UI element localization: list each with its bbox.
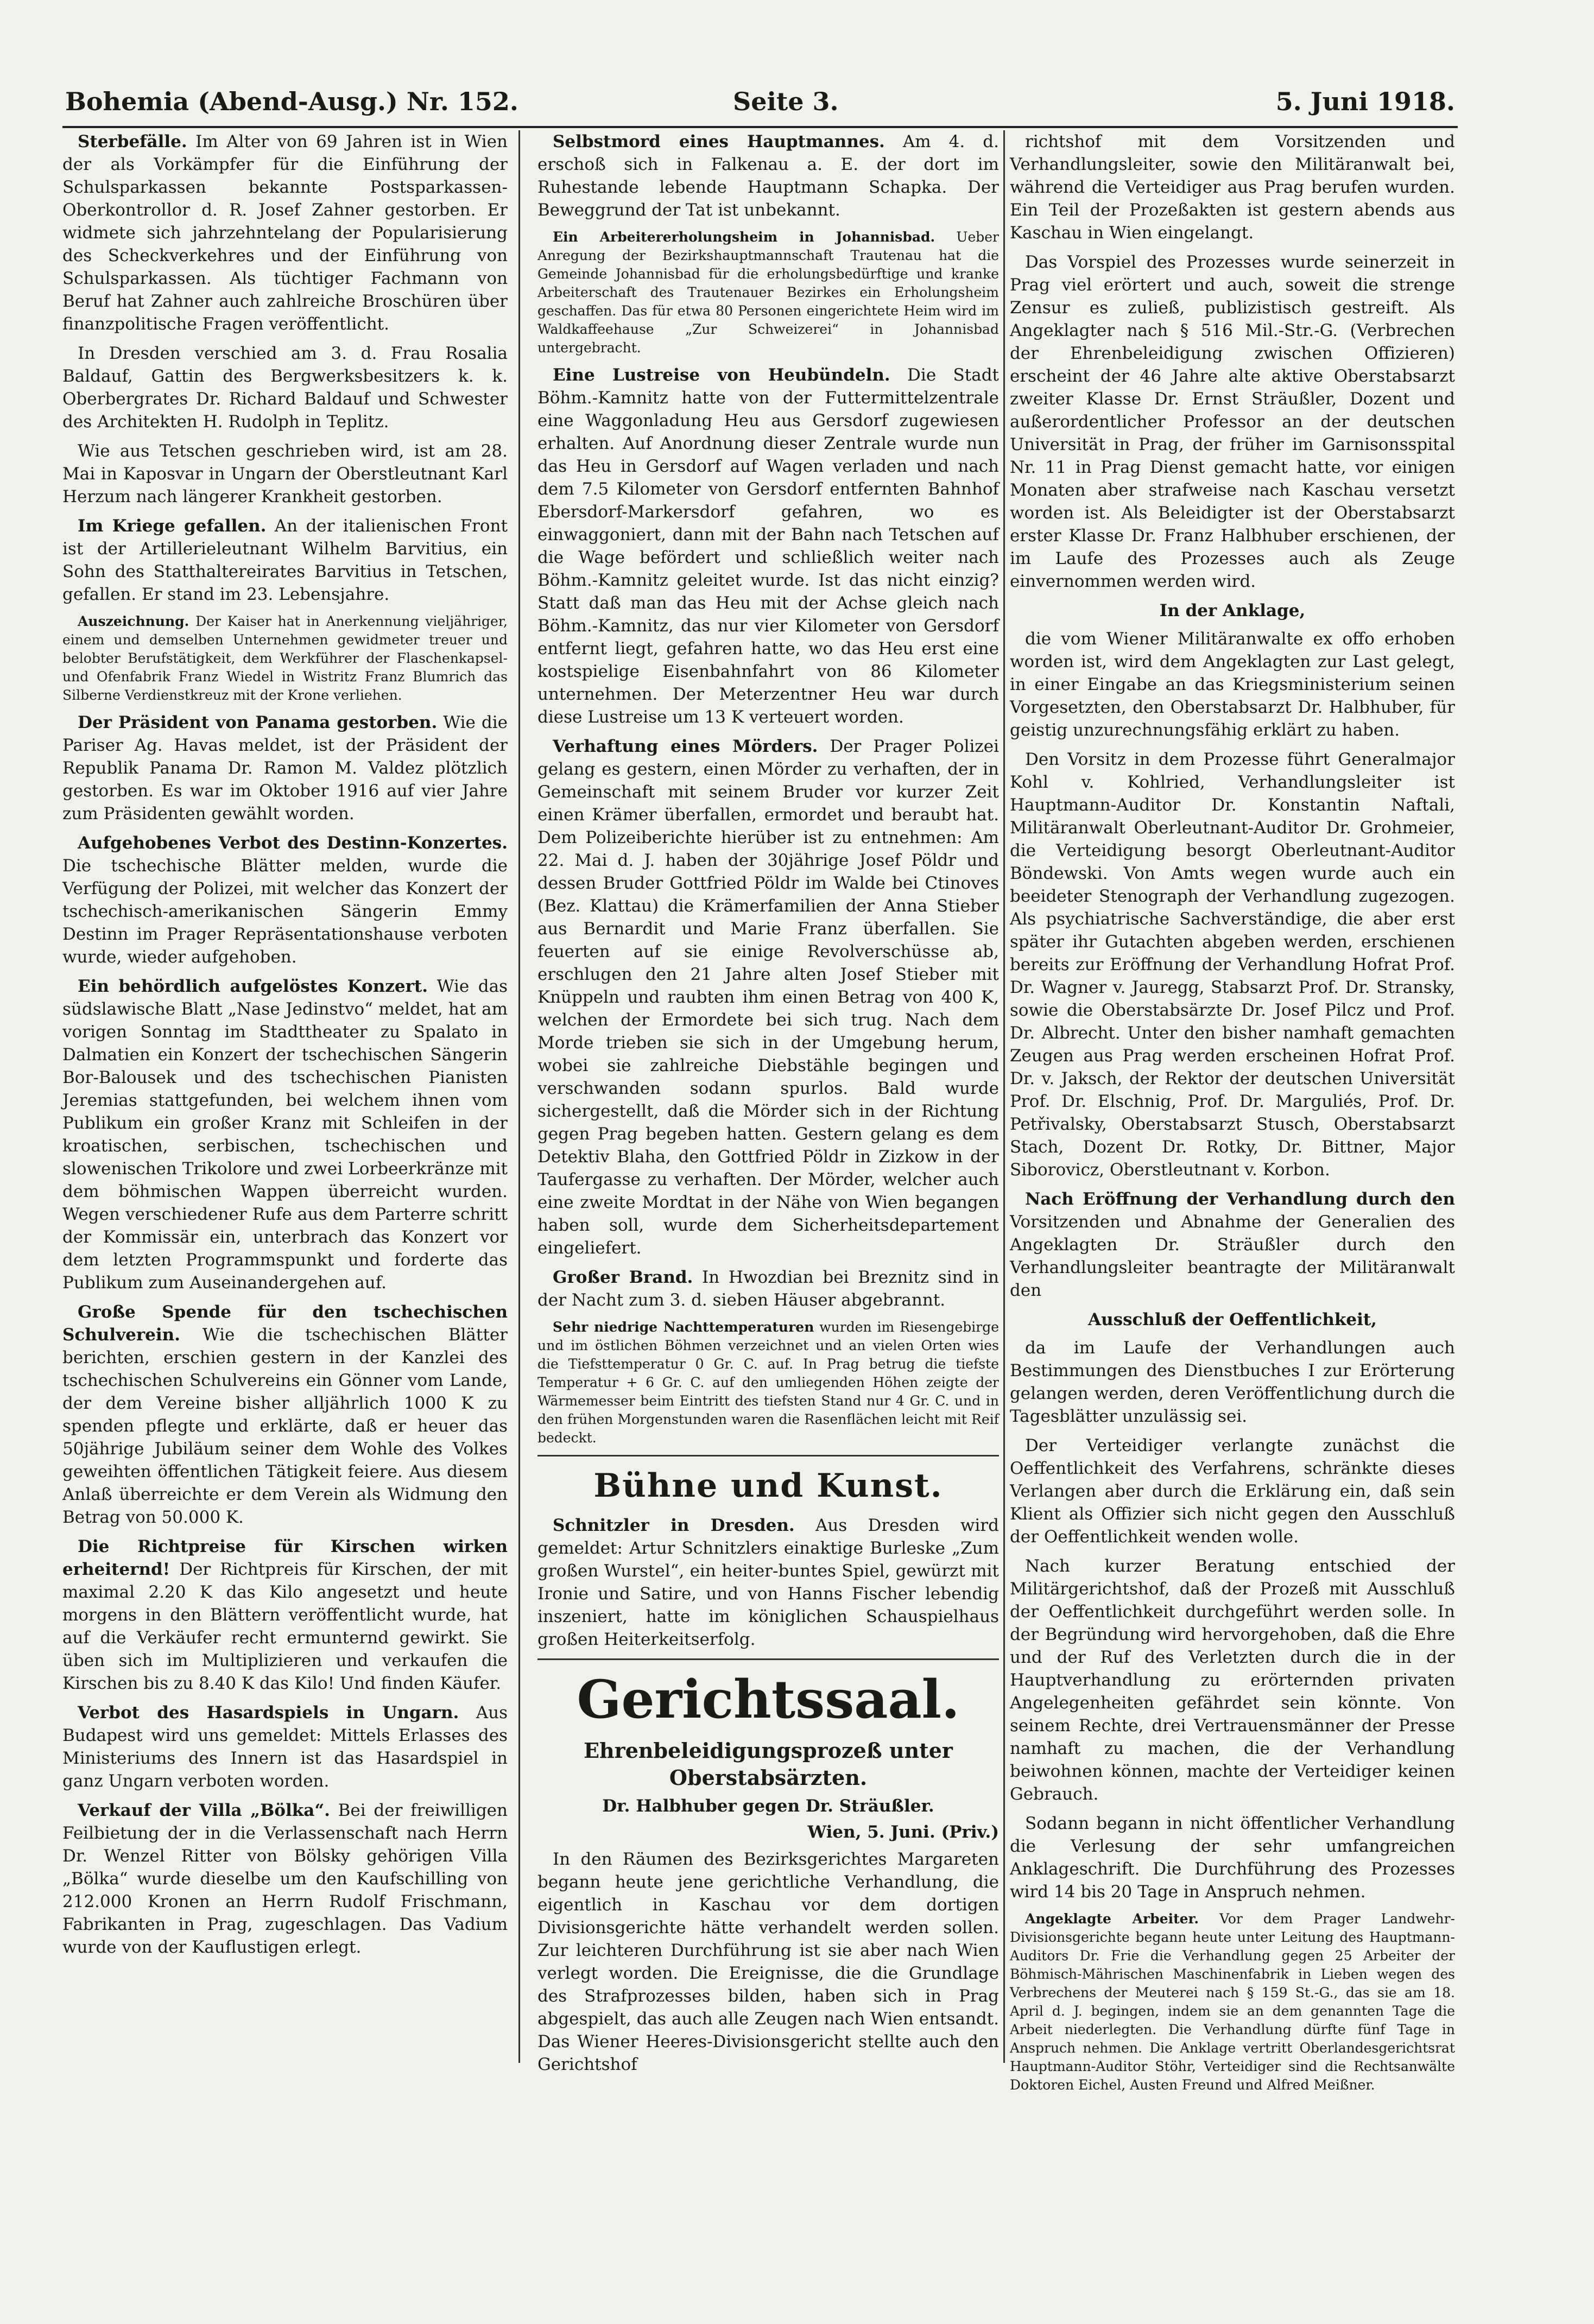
article <box>1010 251 1455 593</box>
article-headline: Die Richtpreise für Kirschen wirken erheiternd! <box>62 1537 508 1579</box>
article-text: Vorsitzenden und Abnahme der Generalien des Angeklagten Dr. Sträußler durch den Verhandlungsleiter beantragte der Militäranwalt den <box>1010 1212 1455 1300</box>
article <box>62 711 508 825</box>
article <box>1010 1337 1455 1428</box>
article-text: Der Kaiser hat in Anerkennung vieljähriger, einem und demselben Unternehmen gewidmeter treuer und belobter Berufstätigkeit, dem Werkführer der Flaschenkapsel- und Ofenfabrik Franz Wiedel in Wistritz Franz Blumrich das Silberne Verdienstkreuz mit der Krone verliehen. <box>62 613 508 703</box>
column-3-articles-a <box>1010 130 1455 593</box>
article <box>62 130 508 335</box>
article-text: Bei der freiwilligen Feilbietung der in die Verlassenschaft nach Herrn Dr. Wenzel Ritter von Bölsky gehörigen Villa „Bölka“ wurde dieselbe um den Kaufschilling von 212.000 Kronen an Herrn Rudolf Frischmann, Fabrikanten in Prag, zugeschlagen. Das Vadium wurde von der Kauflustigen erlegt. <box>62 1801 508 1957</box>
article-text: An der italienischen Front ist der Artillerieleutnant Wilhelm Barvitius, ein Sohn des Statthaltereirates Barvitius in Tetschen, gefallen. Er stand im 23. Lebensjahre. <box>62 516 508 604</box>
issue-date: 5. Juni 1918. <box>1275 87 1455 116</box>
article-text: Im Alter von 69 Jahren ist in Wien der als Vorkämpfer für die Einführung der Schulsparkassen bekannte Postsparkassen-Oberkontrollor d. R. Josef Zahner gestorben. Er widmete sich jahrzehntelang der Popularisierung des Scheckverkehres und der Einführung von Schulsparkassen. Als tüchtiger Fachmann von Beruf hat Zahner auch zahlreiche Broschüren über finanzpolitische Fragen veröffentlicht. <box>62 132 508 334</box>
article-headline: Ein Arbeitererholungsheim in Johannisbad. <box>553 229 935 245</box>
article-text: Wie die tschechischen Blätter berichten, erschien gestern in der Kanzlei des tschechischen Schulvereins ein Gönner vom Lande, der dem Vereine bisher alljährlich 1000 K zu spenden pflegte und erklärte, daß er heuer das 50jährige Jubiläum seiner dem Wohle des Volkes geweihten öffentlichen Tätigkeit feiere. Aus diesem Anlaß überreichte er dem Verein als Widmung den Betrag von 50.000 K. <box>62 1325 508 1527</box>
article-text: Das Vorspiel des Prozesses wurde seinerzeit in Prag viel erörtert und auch, soweit die strenge Zensur es zuließ, publizistisch gestreift. Als Angeklagter nach § 516 Mil.-Str.-G. (Verbrechen der Ehrenbeleidigung zwischen Offizieren) erscheint der 46 Jahre alte aktive Oberstabsarzt zweiter Klasse Dr. Ernst Sträußler, Dozent und außerordentlicher Professor an der deutschen Universität in Prag, der früher im Garnisonsspital Nr. 11 in Prag Dienst gemacht hatte, vor einigen Monaten aber strafweise nach Kaschau versetzt worden ist. Als Beleidigter ist der Oberstabsarzt erster Klasse Dr. Franz Halbhuber erschienen, der im Laufe des Prozesses auch als Zeuge einvernommen werden wird. <box>1010 252 1455 591</box>
article <box>62 1799 508 1959</box>
article-text: da im Laufe der Verhandlungen auch Bestimmungen des Dienstbuches I zur Erörterung gelangen werden, deren Veröffentlichung durch die Tagesblätter unzulässig sei. <box>1010 1338 1455 1426</box>
article-text: Der Prager Polizei gelang es gestern, einen Mörder zu verhaften, der in Gemeinschaft mit seinem Bruder vor kurzer Zeit einen Krämer überfallen, ermordet und beraubt hat. Dem Polizeiberichte hierüber ist zu entnehmen: Am 22. Mai d. J. haben der 30jährige Josef Pöldr und dessen Bruder Gottfried Pöldr im Walde bei Ctinoves (Bez. Klattau) die Krämerfamilien der Anna Stieber aus Bernardit und Marie Franz überfallen. Sie feuerten auf sie einige Revolverschüsse ab, erschlugen den 21 Jahre alten Josef Stieber mit Knüppeln und raubten ihm einen Betrag von 400 K, welchen der Ermordete bei sich trug. Nach dem Morde trieben sie sich in der Umgebung herum, wobei sie zahlreiche Diebstähle begingen und verschwanden sodann spurlos. Bald wurde sichergestellt, daß die Mörder sich in der Richtung gegen Prag begeben hatten. Gestern gelang es dem Detektiv Blaha, den Gottfried Pöldr in Zizkow in der Taufergasse zu verhaften. Der Mörder, welcher auch eine zweite Mordtat in der Nähe von Wien begangen haben soll, wurde dem Sicherheitsdepartement eingeliefert. <box>537 737 999 1258</box>
article-text: Den Vorsitz in dem Prozesse führt Generalmajor Kohl v. Kohlried, Verhandlungsleiter ist Hauptmann-Auditor Dr. Konstantin Naftali, Militäranwalt Oberleutnant-Auditor Dr. Grohmeier, die Verteidigung besorgt Oberleutnant-Auditor Böndewski. Von Amts wegen wurde auch ein beeideter Stenograph der Verhandlung zugezogen. Als psychiatrische Sachverständige, die aber erst später ihr Gutachten abgeben werden, erschienen bereits zur Eröffnung der Verhandlung Hofrat Prof. Dr. Wagner v. Jauregg, Stabsarzt Prof. Dr. Stransky, sowie die Oberstabsärzte Dr. Josef Pilcz und Prof. Dr. Albrecht. Unter den bisher namhaft gemachten Zeugen aus Prag werden erscheinen Hofrat Prof. Dr. v. Jaksch, der Rektor der deutschen Universität Prof. Dr. Elschnig, Prof. Dr. Marguliés, Prof. Dr. Petřivalsky, Oberstabsarzt Stusch, Oberstabsarzt Stach, Dozent Dr. Rotky, Dr. Bittner, Major Siborovicz, Oberstleutnant v. Korbon. <box>1010 750 1455 1180</box>
article-text: Wie aus Tetschen geschrieben wird, ist am 28. Mai in Kaposvar in Ungarn der Oberstleutnant Karl Herzum nach längerer Krankheit gestorben. <box>62 441 508 506</box>
article-text: richtshof mit dem Vorsitzenden und Verhandlungsleiter, sowie den Militäranwalt bei, während die Verteidiger aus Prag berufen wurden. Ein Teil der Prozeßakten ist gestern abends aus Kaschau in Wien eingelangt. <box>1010 132 1455 243</box>
article-headline: Auszeichnung. <box>78 613 189 629</box>
article <box>62 1301 508 1529</box>
column-separator <box>518 130 520 2063</box>
court-byline: Dr. Halbhuber gegen Dr. Sträußler. <box>602 1796 934 1816</box>
section-title-gerichtssaal: Gerichtssaal. <box>577 1669 960 1730</box>
article <box>62 975 508 1294</box>
article-text: Aus Budapest wird uns gemeldet: Mittels Erlasses des Ministeriums des Innern ist das Hasardspiel in ganz Ungarn verboten worden. <box>62 1703 508 1791</box>
anklage-heading: In der Anklage, <box>1159 601 1306 620</box>
court-headline: Ehrenbeleidigungsprozeß unter Oberstabsärzten. <box>584 1738 953 1790</box>
article <box>1010 628 1455 742</box>
article-text: Am 4. d. erschoß sich in Falkenau a. E. der dort im Ruhestande lebende Hauptmann Schapka. Der Beweggrund der Tat ist unbekannt. <box>537 132 999 220</box>
article <box>62 342 508 433</box>
column-separator <box>1003 130 1005 2063</box>
section-divider <box>537 1658 999 1660</box>
article-headline: Nach Eröffnung der Verhandlung durch den <box>1025 1189 1455 1209</box>
column-1 <box>62 130 508 2014</box>
column-2-articles <box>537 130 999 1447</box>
article-headline: Verhaftung eines Mörders. <box>553 737 818 756</box>
article-headline: Ein behördlich aufgelöstes Konzert. <box>78 977 428 996</box>
column-3-articles-c <box>1010 1337 1455 2094</box>
article-text: wurden im Riesengebirge und im östlichen Böhmen verzeichnet und an vielen Orten wies die Tiefsttemperatur 0 Gr. C. auf. In Prag betrug die tiefste Temperatur + 6 Gr. C. auf den umliegenden Höhen zeigte der Wärmemesser beim Eintritt des tiefsten Stand nur 4 Gr. C. und in den frühen Morgenstunden waren die Rasenflächen leicht mit Reif bedeckt. <box>537 1319 1000 1446</box>
article <box>537 1318 999 1447</box>
article-text: die vom Wiener Militäranwalte ex offo erhoben worden ist, wird dem Angeklagten zur Last gelegt, in einer Eingabe an das Kriegsministerium seinen Vorgesetzten, den Oberstabsarzt Dr. Halbhuber, für geistig unzurechnungsfähig erklärt zu haben. <box>1010 629 1455 740</box>
article-headline: Angeklagte Arbeiter. <box>1025 1911 1199 1927</box>
article-text: In Dresden verschied am 3. d. Frau Rosalia Baldauf, Gattin des Bergwerksbesitzers k. k. Oberbergrates Dr. Richard Baldauf und Schwester des Architekten H. Rudolph in Teplitz. <box>62 344 508 432</box>
buehne-articles <box>537 1514 999 1651</box>
article-text: Wie das südslawische Blatt „Nase Jedinstvo“ meldet, hat am vorigen Sonntag im Stadttheater zu Spalato in Dalmatien ein Konzert der tschechischen Sängerin Bor-Balousek und des tschechischen Pianisten Jeremias stattgefunden, bei welchem ihnen vom Publikum ein großer Kranz mit Schleifen in der kroatischen, serbischen, tschechischen und slowenischen Trikolore und zwei Lorbeerkränze mit dem böhmischen Wappen überreicht wurden. Wegen verschiedener Rufe aus dem Parterre schritt der Kommissär ein, unterbrach das Konzert vor dem letzten Programmspunkt und forderte das Publikum zum Auseinandergehen auf. <box>62 977 508 1293</box>
article-text: Vor dem Prager Landwehr-Divisionsgerichte begann heute unter Leitung des Hauptmann-Auditors Dr. Frie die Verhandlung gegen 25 Arbeiter der Böhmisch-Mährischen Maschinenfabrik in Lieben wegen des Verbrechens der Meuterei nach § 159 St.-G., das sie am 18. April d. J. begingen, indem sie an dem genannten Tage die Arbeit niederlegten. Die Verhandlung dürfte fünf Tage in Anspruch nehmen. Die Anklage vertritt Oberlandesgerichtsrat Hauptmann-Auditor Stöhr, Verteidiger sind die Rechtsanwälte Doktoren Eichel, Austen Freund und Alfred Meißner. <box>1010 1911 1455 2093</box>
article-text: Die Stadt Böhm.-Kamnitz hatte von der Futtermittelzentrale eine Waggonladung Heu aus Gersdorf zugewiesen erhalten. Auf Anordnung dieser Zentrale wurde nun das Heu in Gersdorf auf Wagen verladen und nach dem 7.5 Kilometer von Gersdorf entfernten Bahnhof Ebersdorf-Markersdorf gefahren, wo es einwaggoniert, dann mit der Bahn nach Tetschen auf die Wage befördert und schließlich weiter nach Böhm.-Kamnitz geleitet wurde. Ist das nicht einzig? Statt daß man das Heu mit der Achse gleich nach Böhm.-Kamnitz, das nur vier Kilometer von Gersdorf entfernt liegt, gefahren hatte, wo das Heu erst eine kostspielige Eisenbahnfahrt von 86 Kilometer unternehmen. Der Meterzentner Heu war durch diese Lustreise um 13 K verteuert worden. <box>537 365 999 727</box>
article-text: In Hwozdian bei Breznitz sind in der Nacht zum 3. d. sieben Häuser abgebrannt. <box>537 1268 999 1310</box>
article <box>62 612 508 705</box>
article-headline: Sehr niedrige Nachttemperaturen <box>553 1319 814 1335</box>
article <box>1010 130 1455 244</box>
column-2 <box>537 130 1000 2074</box>
article-text: Der Richtpreis für Kirschen, der mit maximal 2.20 K das Kilo angesetzt und heute morgens in den Blättern veröffentlicht wurde, hat auf die Verkäufer recht ermunternd gewirkt. Sie üben sich im Multiplizieren und verkaufen die Kirschen bis zu 8.40 K das Kilo! Und finden Käufer. <box>62 1560 508 1693</box>
court-text: In den Räumen des Bezirksgerichtes Margareten begann heute jene gerichtliche Verhandlung, die eigentlich in Kaschau vor dem dortigen Divisionsgerichte hätte verhandelt werden sollen. Zur leichteren Durchführung ist sie aber nach Wien verlegt worden. Die Ereignisse, die die Grundlage des Strafprozesses bilden, haben sich in Prag abgespielt, das auch alle Zeugen nach Wien entsandt. Das Wiener Heeres-Divisionsgericht stellte auch den Gerichtshof <box>537 1850 999 2074</box>
header-rule <box>62 126 1458 128</box>
article <box>537 130 999 221</box>
masthead-issue: Bohemia (Abend-Ausg.) Nr. 152. <box>65 87 518 116</box>
article-headline: Eine Lustreise von Heubündeln. <box>553 365 890 385</box>
article <box>537 735 999 1259</box>
article-headline: Großer Brand. <box>553 1268 693 1287</box>
column-3-articles-b <box>1010 628 1455 1302</box>
section-divider <box>537 1455 999 1457</box>
article <box>1010 1555 1455 1806</box>
article <box>537 364 999 729</box>
article <box>537 1266 999 1312</box>
ausschluss-heading: Ausschluß der Oeffentlichkeit, <box>1088 1310 1377 1329</box>
article-text: Ueber Anregung der Bezirkshauptmannschaft Trautenau hat die Gemeinde Johannisbad für die erholungsbedürftige und kranke Arbeiterschaft des Trautenauer Bezirkes ein Erholungsheim geschaffen. Das für etwa 80 Personen eingerichtete Heim wird im Waldkaffeehause „Zur Schweizerei“ in Johannisbad untergebracht. <box>537 229 999 356</box>
article <box>1010 1812 1455 1903</box>
article-headline: Sterbefälle. <box>78 132 187 151</box>
article <box>62 1535 508 1695</box>
article-text: Sodann begann in nicht öffentlicher Verhandlung die Verlesung der sehr umfangreichen Anklageschrift. Die Durchführung des Prozesses wird 14 bis 20 Tage in Anspruch nehmen. <box>1010 1814 1455 1902</box>
article-text: Aus Dresden wird gemeldet: Artur Schnitzlers einaktige Burleske „Zum großen Wurstel“, ein heiter-buntes Spiel, gewürzt mit Ironie und Satire, und von Hanns Fischer lebendig inszeniert, hatte im königlichen Schauspielhaus großen Heiterkeitserfolg. <box>537 1516 999 1649</box>
article <box>537 1514 999 1651</box>
article <box>62 832 508 968</box>
article-headline: Der Präsident von Panama gestorben. <box>78 713 438 732</box>
article-headline: Verkauf der Villa „Bölka“. <box>78 1801 330 1820</box>
article-text: Der Verteidiger verlangte zunächst die Oeffentlichkeit des Verfahrens, schränkte dieses Verlangen aber durch die Erklärung ein, daß sein Klient als Offizier sich nicht gegen den Ausschluß der Oeffentlichkeit wenden wolle. <box>1010 1436 1455 1547</box>
article-headline: Schnitzler in Dresden. <box>553 1516 795 1535</box>
article <box>1010 1188 1455 1302</box>
article-headline: Im Kriege gefallen. <box>78 516 267 536</box>
article <box>1010 1434 1455 1548</box>
article <box>537 228 999 357</box>
page-number: Seite 3. <box>733 87 839 116</box>
article <box>1010 748 1455 1181</box>
article-headline: Verbot des Hasardspiels in Ungarn. <box>78 1703 459 1723</box>
article <box>62 515 508 606</box>
court-dateline: Wien, 5. Juni. (Priv.) <box>807 1822 999 1842</box>
article-headline: Selbstmord eines Hauptmannes. <box>553 132 885 151</box>
article-headline: Aufgehobenes Verbot des Destinn-Konzertes. <box>78 833 508 853</box>
article-text: Nach kurzer Beratung entschied der Militärgerichtshof, daß der Prozeß mit Ausschluß der Oeffentlichkeit durchgeführt werden solle. In der Begründung wird hervorgehoben, daß die Ehre und der Ruf des Verletzten durch die in der Hauptverhandlung zu erörternden privaten Angelegenheiten gefährdet sein könnte. Von seinem Rechte, drei Vertrauensmänner der Presse namhaft zu machen, die der Verhandlung beiwohnen können, machte der Verteidiger keinen Gebrauch. <box>1010 1556 1455 1804</box>
section-title-buehne: Bühne und Kunst. <box>593 1467 943 1505</box>
article-text: Die tschechische Blätter melden, wurde die Verfügung der Polizei, mit welcher das Konzert der tschechisch-amerikanischen Sängerin Emmy Destinn im Prager Repräsentationshause verboten wurde, wieder aufgehoben. <box>62 856 508 967</box>
article <box>62 1701 508 1793</box>
article <box>1010 1910 1455 2094</box>
page-header <box>65 81 1455 125</box>
article-text: Wie die Pariser Ag. Havas meldet, ist der Präsident der Republik Panama Dr. Ramon M. Valdez plötzlich gestorben. Es war im Oktober 1916 auf vier Jahre zum Präsidenten gewählt worden. <box>62 713 508 824</box>
article <box>62 440 508 508</box>
column-3 <box>1010 130 1455 2093</box>
article-headline: Große Spende für den tschechischen Schulverein. <box>62 1302 508 1345</box>
